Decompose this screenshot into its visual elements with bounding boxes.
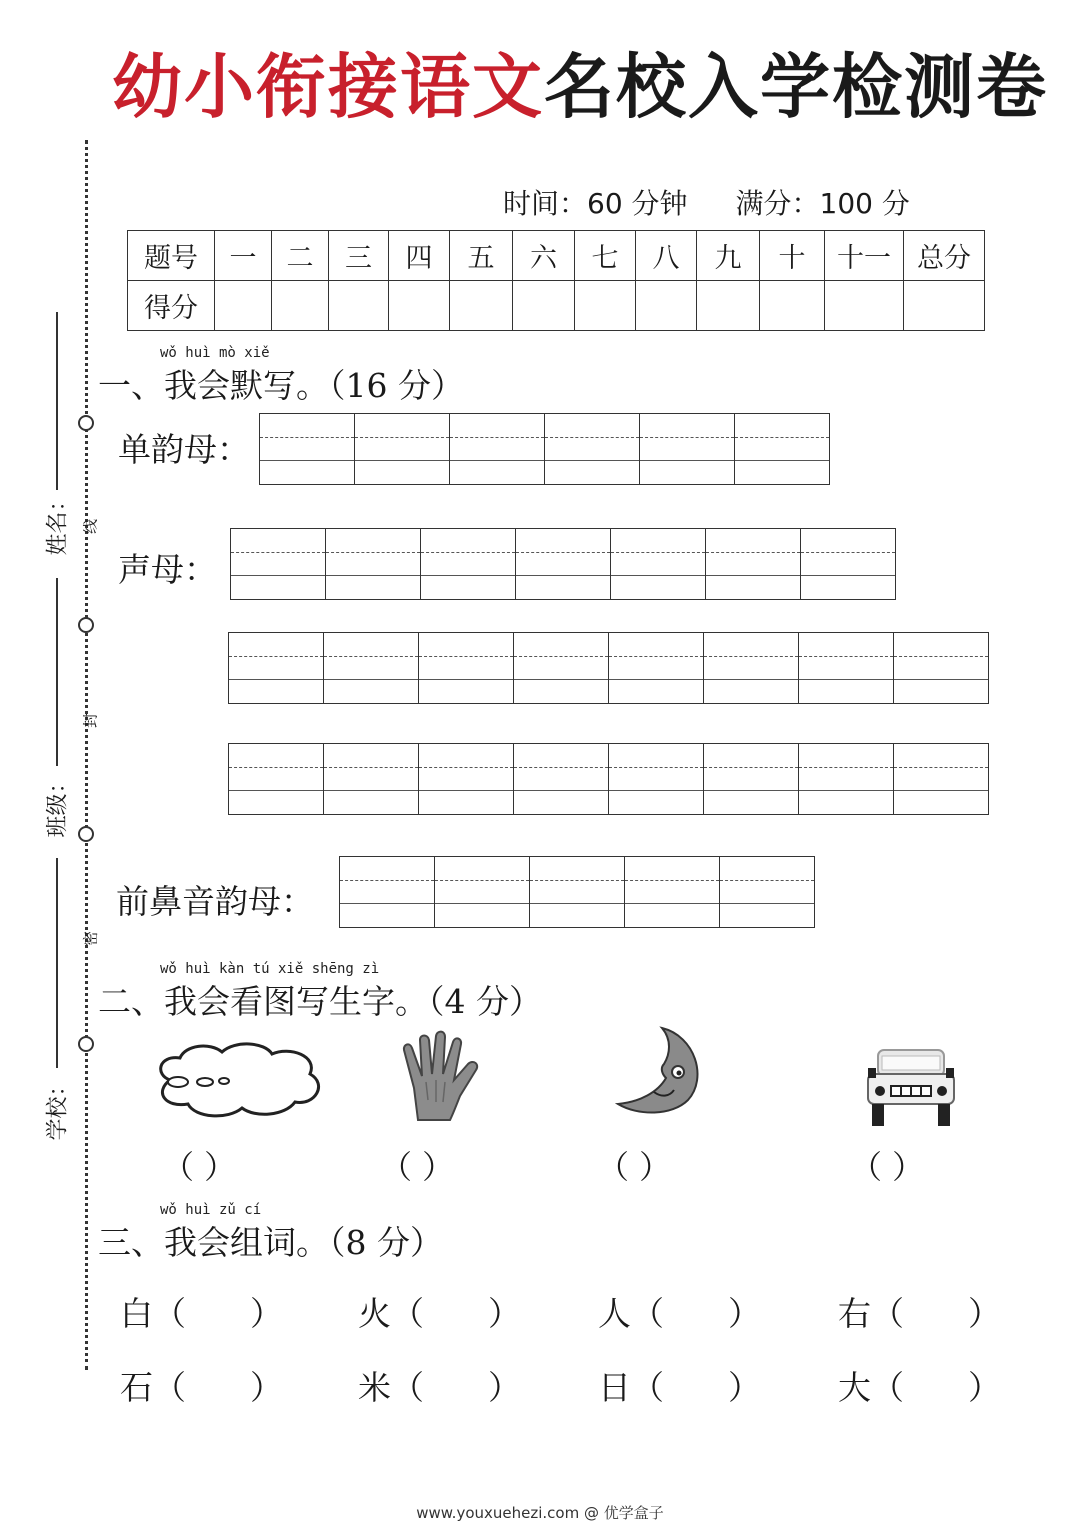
writing-cell[interactable] (260, 414, 354, 484)
word-item[interactable] (598, 1288, 761, 1335)
table-cell: 十一 (825, 231, 904, 281)
score-input-cell[interactable] (697, 281, 760, 331)
word-item[interactable] (838, 1288, 1001, 1335)
writing-cell[interactable] (703, 633, 798, 703)
table-cell: 三 (329, 231, 389, 281)
score-input-cell[interactable] (513, 281, 575, 331)
table-cell: 六 (513, 231, 575, 281)
score-input-cell[interactable] (760, 281, 825, 331)
hand-icon (398, 1030, 488, 1122)
car-icon (866, 1048, 956, 1128)
open-paren: （ (631, 1368, 664, 1407)
score-input-cell[interactable] (272, 281, 329, 331)
initials-label: 声母： (118, 550, 217, 589)
class-label: 班级： (45, 771, 71, 838)
writing-cell[interactable] (639, 414, 734, 484)
open-paren: （ (391, 1368, 424, 1407)
writing-cell[interactable] (734, 414, 829, 484)
close-paren: ） (728, 1294, 761, 1333)
word-char: 火 (358, 1294, 391, 1333)
section3-pinyin: wǒ huì zǔ cí (160, 1202, 262, 1218)
moon-icon (610, 1026, 705, 1116)
writing-cell[interactable] (705, 529, 800, 599)
full-score: 满分：100 分 (735, 187, 910, 220)
open-paren: （ (153, 1368, 186, 1407)
word-item[interactable] (358, 1288, 521, 1335)
section2-pinyin: wǒ huì kàn tú xiě shēng zì (160, 961, 380, 977)
binding-hole (78, 826, 94, 842)
title-black-part: 名校入学检测卷 (544, 46, 1048, 128)
writing-cell[interactable] (513, 744, 608, 814)
page-title (112, 42, 1048, 132)
cut-word-feng: 封 (81, 713, 100, 729)
table-cell: 一 (215, 231, 272, 281)
writing-cell[interactable] (608, 633, 703, 703)
cut-word-xian: 线 (81, 519, 100, 535)
writing-cell[interactable] (719, 857, 814, 927)
close-paren: ） (728, 1368, 761, 1407)
writing-cell[interactable] (800, 529, 895, 599)
score-input-cell[interactable] (450, 281, 513, 331)
answer-paren[interactable]: （ ） (380, 1148, 455, 1186)
writing-cell[interactable] (229, 633, 323, 703)
writing-cell[interactable] (610, 529, 705, 599)
initials-grid-row3[interactable] (228, 743, 989, 815)
single-vowels-grid[interactable] (259, 413, 830, 485)
writing-cell[interactable] (513, 633, 608, 703)
word-char: 米 (358, 1368, 391, 1407)
writing-cell[interactable] (323, 744, 418, 814)
section2-heading: 二、我会看图写生字。（4 分） (98, 982, 542, 1021)
score-input-cell[interactable] (825, 281, 904, 331)
front-nasal-grid[interactable] (339, 856, 815, 928)
close-paren: ） (250, 1368, 283, 1407)
writing-cell[interactable] (893, 633, 988, 703)
writing-cell[interactable] (798, 744, 893, 814)
class-write-line[interactable] (56, 578, 58, 766)
writing-cell[interactable] (340, 857, 434, 927)
word-char: 日 (598, 1368, 631, 1407)
word-item[interactable] (838, 1362, 1001, 1409)
table-cell: 五 (450, 231, 513, 281)
section1-pinyin: wǒ huì mò xiě (160, 345, 270, 361)
score-input-cell[interactable] (215, 281, 272, 331)
close-paren: ） (968, 1294, 1001, 1333)
writing-cell[interactable] (229, 744, 323, 814)
writing-cell[interactable] (231, 529, 325, 599)
writing-cell[interactable] (418, 633, 513, 703)
answer-paren[interactable]: （ ） (597, 1148, 672, 1186)
table-cell: 得分 (128, 281, 215, 331)
writing-cell[interactable] (418, 744, 513, 814)
score-table-header-row (128, 231, 985, 281)
score-input-cell[interactable] (904, 281, 985, 331)
school-write-line[interactable] (56, 858, 58, 1068)
word-char: 人 (598, 1294, 631, 1333)
single-vowels-label: 单韵母： (118, 430, 250, 469)
writing-cell[interactable] (624, 857, 719, 927)
table-cell: 总分 (904, 231, 985, 281)
title-red-part: 幼小衔接语文 (112, 46, 544, 128)
score-input-cell[interactable] (329, 281, 389, 331)
dotted-cut-line (85, 140, 88, 1370)
table-cell: 二 (272, 231, 329, 281)
writing-cell[interactable] (515, 529, 610, 599)
word-item[interactable] (120, 1288, 283, 1335)
writing-cell[interactable] (703, 744, 798, 814)
close-paren: ） (488, 1294, 521, 1333)
writing-cell[interactable] (434, 857, 529, 927)
open-paren: （ (391, 1294, 424, 1333)
word-char: 白 (120, 1294, 153, 1333)
table-cell: 十 (760, 231, 825, 281)
writing-cell[interactable] (354, 414, 449, 484)
writing-cell[interactable] (798, 633, 893, 703)
word-item[interactable] (120, 1362, 283, 1409)
writing-cell[interactable] (529, 857, 624, 927)
word-char: 大 (838, 1368, 871, 1407)
section3-heading: 三、我会组词。（8 分） (98, 1223, 443, 1262)
word-item[interactable] (358, 1362, 521, 1409)
cut-word-mi: 密 (81, 931, 100, 947)
footer-watermark: www.youxuehezi.com @ 优学盒子 (416, 1504, 664, 1522)
word-char: 右 (838, 1294, 871, 1333)
open-paren: （ (871, 1368, 904, 1407)
writing-cell[interactable] (449, 414, 544, 484)
binding-hole (78, 1036, 94, 1052)
table-cell: 四 (389, 231, 450, 281)
writing-cell[interactable] (893, 744, 988, 814)
writing-cell[interactable] (608, 744, 703, 814)
open-paren: （ (871, 1294, 904, 1333)
time-info (503, 182, 958, 222)
initials-grid-row1[interactable] (230, 528, 896, 600)
score-input-cell[interactable] (389, 281, 450, 331)
close-paren: ） (968, 1368, 1001, 1407)
table-cell: 八 (636, 231, 697, 281)
table-cell: 题号 (128, 231, 215, 281)
section1-heading: 一、我会默写。（16 分） (98, 366, 464, 405)
writing-cell[interactable] (323, 633, 418, 703)
writing-cell[interactable] (420, 529, 515, 599)
open-paren: （ (631, 1294, 664, 1333)
table-cell: 九 (697, 231, 760, 281)
score-table-score-row (128, 281, 985, 331)
cloud-icon (150, 1040, 330, 1120)
school-label: 学校： (45, 1074, 71, 1141)
open-paren: （ (153, 1294, 186, 1333)
writing-cell[interactable] (325, 529, 420, 599)
close-paren: ） (488, 1368, 521, 1407)
word-char: 石 (120, 1368, 153, 1407)
binding-hole (78, 617, 94, 633)
time-limit: 时间：60 分钟 (503, 187, 688, 220)
table-cell: 七 (575, 231, 636, 281)
close-paren: ） (250, 1294, 283, 1333)
score-table (127, 230, 985, 331)
name-label: 姓名： (45, 489, 71, 556)
writing-cell[interactable] (544, 414, 639, 484)
name-write-line[interactable] (56, 312, 58, 490)
answer-paren[interactable]: （ ） (850, 1148, 925, 1186)
initials-grid-row2[interactable] (228, 632, 989, 704)
binding-hole (78, 415, 94, 431)
answer-paren[interactable]: （ ） (162, 1148, 237, 1186)
front-nasal-label: 前鼻音韵母： (116, 882, 314, 921)
score-input-cell[interactable] (636, 281, 697, 331)
word-item[interactable] (598, 1362, 761, 1409)
score-input-cell[interactable] (575, 281, 636, 331)
